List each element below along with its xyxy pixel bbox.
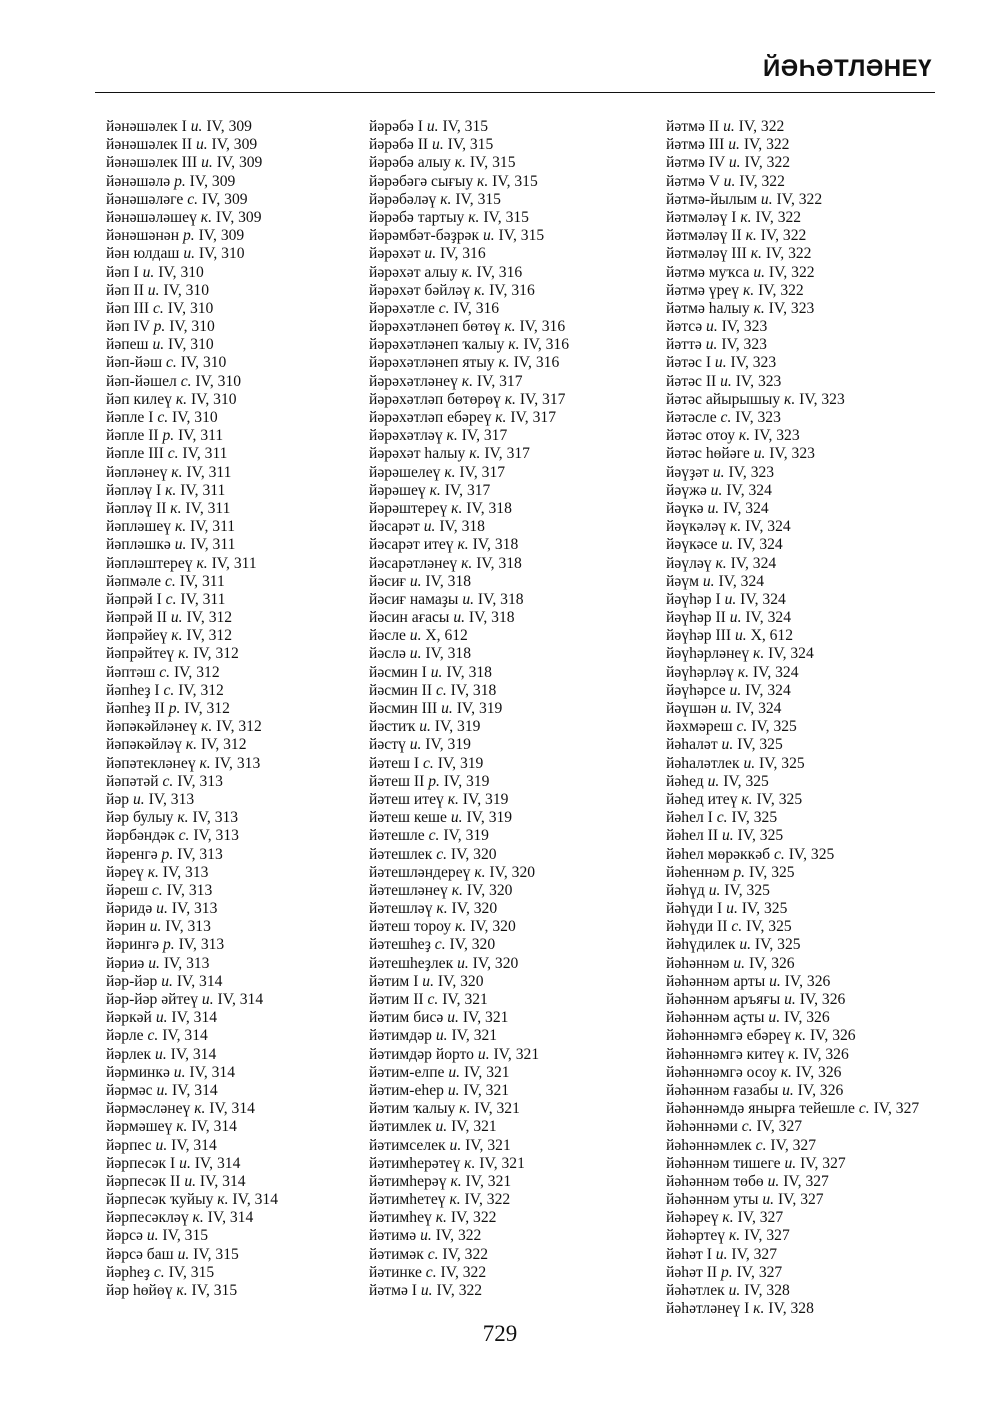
index-entry: йәрәбә II и. IV, 315 <box>369 136 494 154</box>
index-entry: йәтсә и. IV, 323 <box>666 318 768 336</box>
index-entry: йәһаләт и. IV, 325 <box>666 736 783 754</box>
index-entry: йәһед итеү к. IV, 325 <box>666 790 803 808</box>
index-entry: йәүҙәт и. IV, 323 <box>666 463 775 481</box>
index-entry: йәрсә и. IV, 315 <box>106 1227 209 1245</box>
index-entry: йәттә и. IV, 323 <box>666 336 767 354</box>
index-entry: йәһәннәми с. IV, 327 <box>666 1118 803 1136</box>
index-entry: йәһәннәмлек с. IV, 327 <box>666 1136 817 1154</box>
index-entry: йәтеш II р. IV, 319 <box>369 772 490 790</box>
index-entry: йәпһеҙ II р. IV, 312 <box>106 700 230 717</box>
index-entry: йәпрәй II и. IV, 312 <box>106 609 233 627</box>
index-entry: йәтимһерәү к. IV, 321 <box>369 1172 512 1190</box>
index-entry: йәрәхәт һалыу к. IV, 317 <box>369 445 530 463</box>
index-entry: йәһәннәм аҫты и. IV, 326 <box>666 1009 830 1027</box>
index-entry: йәһүд и. IV, 325 <box>666 881 770 899</box>
index-entry: йәр-йәр и. IV, 314 <box>106 972 223 990</box>
index-entry: йәрәшелеү к. IV, 317 <box>369 463 506 481</box>
index-entry: йәсмин III и. IV, 319 <box>369 700 503 717</box>
index-entry: йәрингә р. IV, 313 <box>106 936 225 954</box>
index-entry: йәсарәтләнеү к. IV, 318 <box>369 554 522 572</box>
index-entry: йәпле I с. IV, 310 <box>106 409 218 426</box>
index-entry: йәһеннәм р. IV, 325 <box>666 863 795 881</box>
index-entry: йәтеш тороу к. IV, 320 <box>369 918 516 936</box>
index-entry: йәнәшәләге с. IV, 309 <box>106 190 248 208</box>
index-entry: йәһәт II р. IV, 327 <box>666 1263 783 1281</box>
index-entry: йәһәтләнеү I к. IV, 328 <box>666 1300 814 1318</box>
index-entry: йәрәхәтләп бөтөрөү к. IV, 317 <box>369 390 566 408</box>
running-header: ЙӘҺӘТЛӘНЕҮ <box>763 55 932 82</box>
index-entry: йәһәтлек и. IV, 328 <box>666 1282 790 1299</box>
index-entry: йәһел мөрәккәб с. IV, 325 <box>666 845 835 863</box>
index-entry: йәрпесәкләү к. IV, 314 <box>106 1209 254 1227</box>
index-entry: йәһел I с. IV, 325 <box>666 809 778 827</box>
index-entry: йәсиғ и. IV, 318 <box>369 572 472 590</box>
index-entry: йәптәш с. IV, 312 <box>106 663 220 681</box>
page-number: 729 <box>482 1321 518 1346</box>
index-entry: йәтешһеҙ с. IV, 320 <box>369 936 496 954</box>
index-entry: йәтимлек и. IV, 321 <box>369 1118 497 1136</box>
index-entry: йәпле III с. IV, 311 <box>106 445 228 463</box>
index-entry: йәслә и. IV, 318 <box>369 645 472 663</box>
index-entry: йәпәкәйләү к. IV, 312 <box>106 736 247 754</box>
index-entry: йәпләшеү к. IV, 311 <box>106 518 236 536</box>
index-column-2 <box>369 118 569 1300</box>
index-entry: йәп III с. IV, 310 <box>106 299 214 317</box>
index-entry: йәрһеҙ с. IV, 315 <box>106 1263 215 1281</box>
index-entry: йәп IV р. IV, 310 <box>106 318 215 336</box>
index-entry: йәпләү II к. IV, 311 <box>106 499 231 517</box>
index-entry: йәүһәр III и. X, 612 <box>666 627 794 645</box>
index-entry: йәтәс отоу к. IV, 323 <box>666 427 800 445</box>
index-entry: йәрәхәтләп ебәреү к. IV, 317 <box>369 409 556 426</box>
index-entry: йәпмәле с. IV, 311 <box>106 572 225 590</box>
index-entry: йәпле II р. IV, 311 <box>106 427 224 445</box>
index-entry: йәренгә р. IV, 313 <box>106 845 223 863</box>
index-entry: йәүм и. IV, 324 <box>666 572 765 590</box>
index-entry: йәтимһерәтеү к. IV, 321 <box>369 1154 525 1172</box>
index-entry: йәрин и. IV, 313 <box>106 918 211 936</box>
index-entry: йәтмә II и. IV, 322 <box>666 118 785 135</box>
index-entry: йәрәбә алыу к. IV, 315 <box>369 154 516 172</box>
index-entry: йәпһеҙ I с. IV, 312 <box>106 681 224 699</box>
index-entry: йәсле и. X, 612 <box>369 627 468 645</box>
index-entry: йәпләшкә и. IV, 311 <box>106 536 236 554</box>
index-entry: йәтим бисә и. IV, 321 <box>369 1009 509 1027</box>
index-entry: йәнәшәлек I и. IV, 309 <box>106 118 252 135</box>
index-entry: йәрәхәтләү к. IV, 317 <box>369 427 508 445</box>
index-entry: йәр-йәр әйтеү и. IV, 314 <box>106 991 264 1008</box>
index-entry: йәһәт I и. IV, 327 <box>666 1245 778 1263</box>
index-entry: йәр и. IV, 313 <box>106 790 195 808</box>
index-entry: йәрәбәгә сығыу к. IV, 315 <box>369 172 538 190</box>
index-entry: йәүһәрләнеү к. IV, 324 <box>666 645 814 663</box>
index-entry: йәүкәләү к. IV, 324 <box>666 518 791 536</box>
index-entry: йәрәбә I и. IV, 315 <box>369 118 489 135</box>
index-entry: йәтимдәр и. IV, 321 <box>369 1027 498 1045</box>
index-entry: йәүһәр I и. IV, 324 <box>666 590 786 608</box>
index-entry: йәтешһеҙлек и. IV, 320 <box>369 954 519 972</box>
index-entry: йәпеш и. IV, 310 <box>106 336 214 354</box>
index-entry: йәүләү к. IV, 324 <box>666 554 777 572</box>
index-entry: йәрпес и. IV, 314 <box>106 1136 217 1154</box>
index-entry: йәүшән и. IV, 324 <box>666 700 782 717</box>
index-entry: йәһәннәмгә ебәреү к. IV, 326 <box>666 1027 856 1045</box>
index-entry: йәпрәй I с. IV, 311 <box>106 590 226 608</box>
index-entry: йәтим-еһер и. IV, 321 <box>369 1081 510 1099</box>
index-entry: йәнәшәнән р. IV, 309 <box>106 227 245 245</box>
index-entry: йәһәртеү к. IV, 327 <box>666 1227 790 1245</box>
index-entry: йәрәхәт алыу к. IV, 316 <box>369 263 523 281</box>
index-entry: йәһәннәмгә китеү к. IV, 326 <box>666 1045 849 1063</box>
index-entry: йәһүди II с. IV, 325 <box>666 918 792 936</box>
index-entry: йәрсә баш и. IV, 315 <box>106 1245 239 1263</box>
index-entry: йәһәннәм уты и. IV, 327 <box>666 1191 824 1209</box>
index-entry: йәсарәт и. IV, 318 <box>369 518 485 536</box>
index-entry: йәриә и. IV, 313 <box>106 954 210 972</box>
index-entry: йәнәшәлек III и. IV, 309 <box>106 154 263 172</box>
index-entry: йәреү к. IV, 313 <box>106 863 209 881</box>
index-entry: йәп II и. IV, 310 <box>106 281 210 299</box>
index-entry: йәрминкә и. IV, 314 <box>106 1063 236 1081</box>
index-entry: йәпрәйеү к. IV, 312 <box>106 627 233 645</box>
index-entry: йәрпесәк ҡуйыу к. IV, 314 <box>106 1191 279 1209</box>
index-entry: йәтмә үреү к. IV, 322 <box>666 281 804 299</box>
index-entry: йәтешләү к. IV, 320 <box>369 900 498 918</box>
index-entry: йәрәшеү к. IV, 317 <box>369 481 491 499</box>
index-entry: йәтимһетеү к. IV, 322 <box>369 1191 511 1209</box>
index-entry: йәтешлек с. IV, 320 <box>369 845 497 863</box>
index-entry: йәтинке с. IV, 322 <box>369 1263 487 1281</box>
index-entry: йәпәтекләнеү к. IV, 313 <box>106 754 261 772</box>
index-entry: йәтмә I и. IV, 322 <box>369 1282 483 1299</box>
index-entry: йәтмә III и. IV, 322 <box>666 136 790 154</box>
index-entry: йәһәннәм тишеге и. IV, 327 <box>666 1154 846 1172</box>
index-entry: йәтеш I с. IV, 319 <box>369 754 484 772</box>
index-entry: йәрмәс и. IV, 314 <box>106 1081 218 1099</box>
index-entry: йәпәтәй с. IV, 313 <box>106 772 223 790</box>
index-entry: йән юлдаш и. IV, 310 <box>106 245 245 263</box>
index-entry: йәтимселек и. IV, 321 <box>369 1136 511 1154</box>
index-entry: йәрпесәк II и. IV, 314 <box>106 1172 246 1190</box>
index-column-1 <box>106 118 278 1300</box>
index-entry: йәнәшәлек II и. IV, 309 <box>106 136 258 154</box>
index-entry: йәтмә V и. IV, 322 <box>666 172 785 190</box>
index-entry: йәп килеү к. IV, 310 <box>106 390 237 408</box>
index-entry: йәтимә и. IV, 322 <box>369 1227 482 1245</box>
index-entry: йәсин ағасы и. IV, 318 <box>369 609 515 627</box>
index-entry: йәхмәреш с. IV, 325 <box>666 718 797 736</box>
index-entry: йәр булыу к. IV, 313 <box>106 809 239 827</box>
index-entry: йәнәшәлә р. IV, 309 <box>106 172 236 190</box>
index-entry: йәтим II с. IV, 321 <box>369 991 488 1008</box>
index-column-3 <box>666 118 919 1318</box>
index-entry: йәтеш кеше и. IV, 319 <box>369 809 513 827</box>
index-entry: йәрәхәтле с. IV, 316 <box>369 299 500 317</box>
index-entry: йәһәреү к. IV, 327 <box>666 1209 784 1227</box>
index-entry: йәпрәйтеү к. IV, 312 <box>106 645 239 663</box>
index-entry: йәтәс I и. IV, 323 <box>666 354 777 372</box>
index-entry: йәрмәсләнеү к. IV, 314 <box>106 1100 255 1118</box>
index-entry: йәтмә һалыу к. IV, 323 <box>666 299 815 317</box>
index-entry: йәһүдилек и. IV, 325 <box>666 936 801 954</box>
index-entry: йәрәхәтләнеү к. IV, 317 <box>369 372 523 390</box>
index-entry: йәп-йәшел с. IV, 310 <box>106 372 242 390</box>
index-entry: йәүкә и. IV, 324 <box>666 499 769 517</box>
index-entry: йәпләштереү к. IV, 311 <box>106 554 257 572</box>
index-entry: йәһүди I и. IV, 325 <box>666 900 788 918</box>
index-entry: йәп I и. IV, 310 <box>106 263 204 281</box>
index-entry: йәтешле с. IV, 319 <box>369 827 489 845</box>
index-entry: йәһәннәмгә осоу к. IV, 326 <box>666 1063 842 1081</box>
index-entry: йәрәхәтләнеп ҡалыу к. IV, 316 <box>369 336 570 354</box>
index-entry: йәрпесәк I и. IV, 314 <box>106 1154 241 1172</box>
index-entry: йәстиҡ и. IV, 319 <box>369 718 481 736</box>
index-entry: йәтимһеү к. IV, 322 <box>369 1209 497 1227</box>
index-entry: йәрле с. IV, 314 <box>106 1027 208 1045</box>
index-entry: йәтмә-йылым и. IV, 322 <box>666 190 823 208</box>
index-entry: йәһел II и. IV, 325 <box>666 827 784 845</box>
index-entry: йәтмә IV и. IV, 322 <box>666 154 791 172</box>
index-entry: йәр һөйөү к. IV, 315 <box>106 1282 238 1299</box>
index-entry: йәтәс II и. IV, 323 <box>666 372 782 390</box>
index-entry: йәһәннәм арты и. IV, 326 <box>666 972 831 990</box>
index-entry: йәреш с. IV, 313 <box>106 881 213 899</box>
index-entry: йәтмәләү II к. IV, 322 <box>666 227 807 245</box>
index-entry: йәридә и. IV, 313 <box>106 900 218 918</box>
index-entry: йәрәхәтләнеп ятыу к. IV, 316 <box>369 354 560 372</box>
index-entry: йәһәннәм и. IV, 326 <box>666 954 795 972</box>
index-entry: йәрәштереү к. IV, 318 <box>369 499 512 517</box>
index-entry: йәтеш итеү к. IV, 319 <box>369 790 509 808</box>
index-entry: йәтмәләү III к. IV, 322 <box>666 245 812 263</box>
index-entry: йәүһәрләү к. IV, 324 <box>666 663 799 681</box>
index-entry: йәрәбә тартыу к. IV, 315 <box>369 208 529 226</box>
index-entry: йәһед и. IV, 325 <box>666 772 769 790</box>
index-entry: йәнәшәләшеү к. IV, 309 <box>106 208 262 226</box>
index-entry: йәтимәк с. IV, 322 <box>369 1245 489 1263</box>
index-entry: йәүкәсе и. IV, 324 <box>666 536 783 554</box>
index-entry: йәүһәрсе и. IV, 324 <box>666 681 791 699</box>
header-rule <box>95 92 935 93</box>
index-entry: йәтимдәр йорто и. IV, 321 <box>369 1045 540 1063</box>
index-entry: йәтәс айырышыу к. IV, 323 <box>666 390 845 408</box>
index-entry: йәрәбәләү к. IV, 315 <box>369 190 501 208</box>
index-entry: йәтмә муҡса и. IV, 322 <box>666 263 815 281</box>
index-entry: йәрбәндәк с. IV, 313 <box>106 827 239 845</box>
index-entry: йәтим-елпе и. IV, 321 <box>369 1063 510 1081</box>
index-entry: йәтим I и. IV, 320 <box>369 972 484 990</box>
index-entry: йәстү и. IV, 319 <box>369 736 471 754</box>
index-entry: йәһәннәмдә янырға тейешле с. IV, 327 <box>666 1100 920 1118</box>
index-entry: йәсмин I и. IV, 318 <box>369 663 492 681</box>
index-entry: йәркәй и. IV, 314 <box>106 1009 218 1027</box>
index-entry: йәүһәр II и. IV, 324 <box>666 609 791 627</box>
index-entry: йәрәхәтләнеп бөтөү к. IV, 316 <box>369 318 566 336</box>
index-entry: йәсмин II с. IV, 318 <box>369 681 497 699</box>
index-entry: йәпләнеү к. IV, 311 <box>106 463 232 481</box>
index-entry: йәтәсле с. IV, 323 <box>666 409 781 426</box>
index-entry: йәтмәләү I к. IV, 322 <box>666 208 802 226</box>
index-entry: йәрмәшеү к. IV, 314 <box>106 1118 237 1136</box>
index-entry: йәпләү I к. IV, 311 <box>106 481 226 499</box>
index-entry: йәтим ҡалыу к. IV, 321 <box>369 1100 520 1118</box>
index-entry: йәсиғ намаҙы и. IV, 318 <box>369 590 524 608</box>
index-entry: йәрәхәт бәйләү к. IV, 316 <box>369 281 535 299</box>
index-entry: йәтәс һөйәге и. IV, 323 <box>666 445 815 463</box>
index-entry: йәпәкәйләнеү к. IV, 312 <box>106 718 262 736</box>
index-entry: йәүжә и. IV, 324 <box>666 481 772 499</box>
index-entry: йәһаләтлек и. IV, 325 <box>666 754 805 772</box>
index-entry: йәһәннәм төбө и. IV, 327 <box>666 1172 829 1190</box>
index-entry: йәтешләнеү к. IV, 320 <box>369 881 513 899</box>
index-entry: йәсарәт итеү к. IV, 318 <box>369 536 519 554</box>
index-entry: йәтешләндереү к. IV, 320 <box>369 863 536 881</box>
index-entry: йәһәннәм аръяғы и. IV, 326 <box>666 991 846 1008</box>
index-entry: йәрәхәт и. IV, 316 <box>369 245 486 263</box>
index-entry: йәрлек и. IV, 314 <box>106 1045 217 1063</box>
index-entry: йәһәннәм ғазабы и. IV, 326 <box>666 1081 844 1099</box>
index-entry: йәп-йәш с. IV, 310 <box>106 354 227 372</box>
index-entry: йәрәмбәт-бәҙрәк и. IV, 315 <box>369 227 545 245</box>
